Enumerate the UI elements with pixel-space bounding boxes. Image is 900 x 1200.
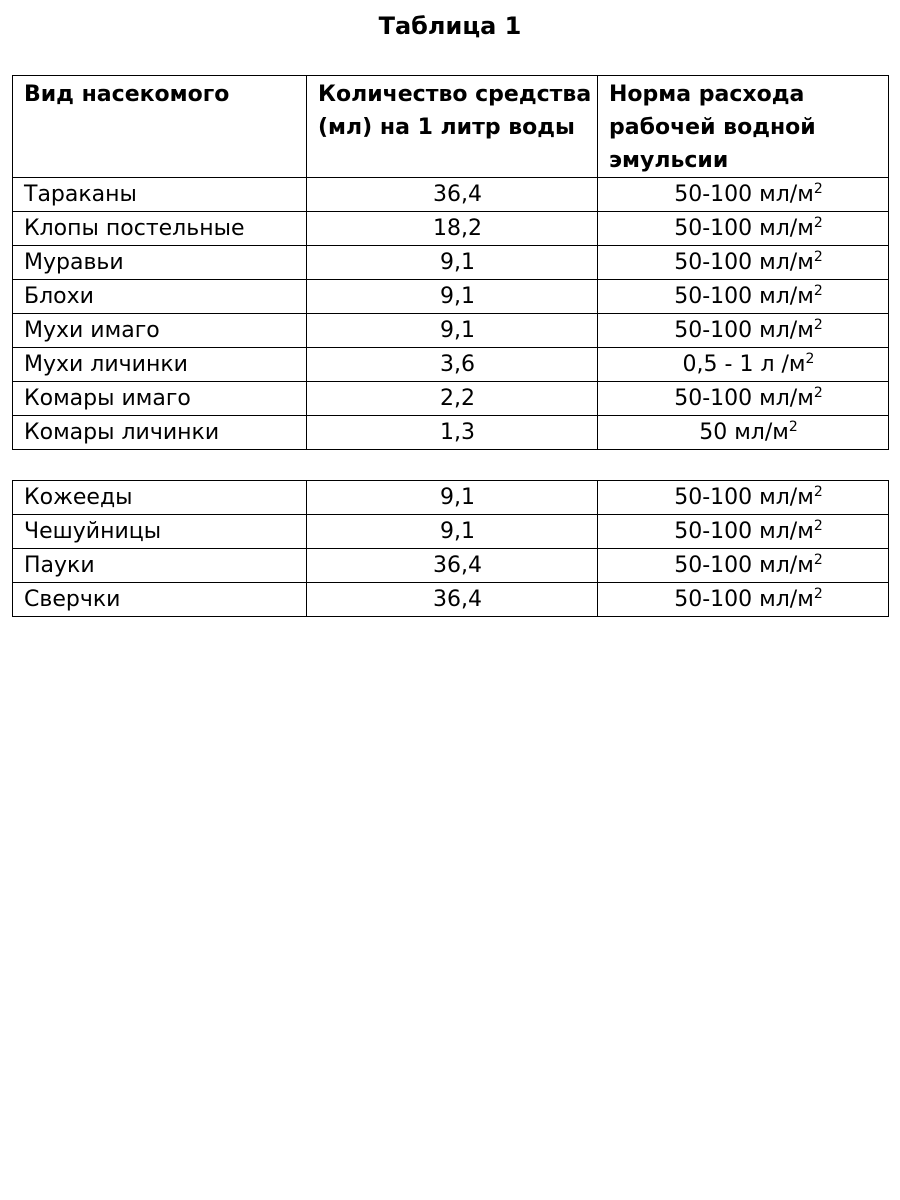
- rate-superscript: 2: [813, 484, 823, 500]
- amount-cell: 36,4: [307, 549, 598, 583]
- table-row: [13, 246, 889, 280]
- rate-superscript: 2: [813, 586, 823, 602]
- rate-value: 50-100 мл/м: [674, 519, 814, 544]
- rate-cell: [598, 212, 889, 246]
- table-row: [13, 515, 889, 549]
- table-row: [13, 314, 889, 348]
- amount-cell: 1,3: [307, 416, 598, 450]
- insect-cell: Комары личинки: [13, 416, 307, 450]
- rate-cell: [598, 382, 889, 416]
- rate-cell: [598, 246, 889, 280]
- insect-cell: Клопы постельные: [13, 212, 307, 246]
- table-row: [13, 416, 889, 450]
- insect-dosage-table-extra: [12, 480, 889, 617]
- amount-cell: 9,1: [307, 515, 598, 549]
- page-title: Таблица 1: [378, 12, 522, 40]
- rate-value: 50-100 мл/м: [674, 587, 814, 612]
- insect-cell: Блохи: [13, 280, 307, 314]
- rate-value: 50 мл/м: [699, 420, 789, 445]
- table-row: [13, 212, 889, 246]
- rate-superscript: 2: [788, 419, 798, 435]
- rate-superscript: 2: [813, 215, 823, 231]
- rate-cell: [598, 515, 889, 549]
- insect-cell: Мухи имаго: [13, 314, 307, 348]
- rate-superscript: 2: [805, 351, 815, 367]
- rate-superscript: 2: [813, 552, 823, 568]
- amount-cell: 9,1: [307, 246, 598, 280]
- rate-superscript: 2: [813, 385, 823, 401]
- rate-value: 50-100 мл/м: [674, 182, 814, 207]
- amount-cell: 18,2: [307, 212, 598, 246]
- table-row: [13, 382, 889, 416]
- rate-cell: [598, 314, 889, 348]
- insect-cell: Мухи личинки: [13, 348, 307, 382]
- insect-cell: Чешуйницы: [13, 515, 307, 549]
- rate-value: 50-100 мл/м: [674, 250, 814, 275]
- rate-value: 50-100 мл/м: [674, 386, 814, 411]
- table-row: [13, 178, 889, 212]
- amount-cell: 9,1: [307, 280, 598, 314]
- rate-value: 50-100 мл/м: [674, 485, 814, 510]
- insect-dosage-table: [12, 75, 889, 450]
- insect-cell: Сверчки: [13, 583, 307, 617]
- insect-cell: Кожееды: [13, 481, 307, 515]
- insect-cell: Муравьи: [13, 246, 307, 280]
- rate-cell: [598, 280, 889, 314]
- amount-cell: 9,1: [307, 481, 598, 515]
- amount-cell: 3,6: [307, 348, 598, 382]
- table-row: [13, 583, 889, 617]
- amount-cell: 9,1: [307, 314, 598, 348]
- rate-superscript: 2: [813, 249, 823, 265]
- rate-cell: [598, 583, 889, 617]
- rate-cell: [598, 416, 889, 450]
- rate-value: 50-100 мл/м: [674, 284, 814, 309]
- rate-cell: [598, 348, 889, 382]
- insect-cell: Пауки: [13, 549, 307, 583]
- table-row: [13, 549, 889, 583]
- rate-value: 50-100 мл/м: [674, 318, 814, 343]
- table-row: [13, 481, 889, 515]
- table-header-row: [13, 76, 889, 178]
- rate-cell: [598, 549, 889, 583]
- amount-cell: 2,2: [307, 382, 598, 416]
- header-amount: Количество средства (мл) на 1 литр воды: [307, 76, 598, 178]
- rate-superscript: 2: [813, 317, 823, 333]
- insect-cell: Тараканы: [13, 178, 307, 212]
- rate-superscript: 2: [813, 518, 823, 534]
- rate-cell: [598, 481, 889, 515]
- rate-cell: [598, 178, 889, 212]
- header-insect: Вид насекомого: [13, 76, 307, 178]
- insect-cell: Комары имаго: [13, 382, 307, 416]
- table-row: [13, 348, 889, 382]
- rate-superscript: 2: [813, 181, 823, 197]
- amount-cell: 36,4: [307, 178, 598, 212]
- rate-superscript: 2: [813, 283, 823, 299]
- table-row: [13, 280, 889, 314]
- amount-cell: 36,4: [307, 583, 598, 617]
- rate-value: 50-100 мл/м: [674, 553, 814, 578]
- header-rate: Норма расхода рабочей водной эмульсии: [598, 76, 889, 178]
- rate-value: 0,5 - 1 л /м: [682, 352, 806, 377]
- rate-value: 50-100 мл/м: [674, 216, 814, 241]
